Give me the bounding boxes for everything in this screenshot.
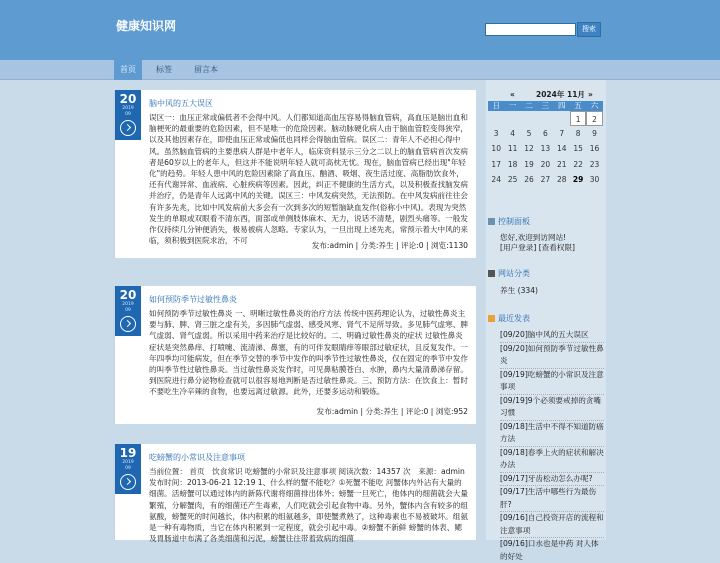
date-day: 20 bbox=[119, 288, 137, 302]
user-links[interactable]: [用户登录] [查看权限] bbox=[500, 243, 576, 252]
calendar-prev-button[interactable]: « bbox=[510, 90, 515, 99]
calendar-day bbox=[488, 111, 504, 126]
category-title-text: 网站分类 bbox=[498, 269, 530, 278]
main-nav bbox=[0, 60, 720, 80]
category-title bbox=[488, 268, 530, 279]
calendar-day[interactable]: 25 bbox=[507, 174, 518, 184]
recent-post-link[interactable]: [09/19]9个必须要戒掉的贪嘴习惯 bbox=[500, 394, 604, 420]
date-day: 19 bbox=[119, 446, 137, 460]
post-excerpt: 当前位置： 首页 饮食常识 吃螃蟹的小常识及注意事项 阅读次数：14357 次 来源：admin 发布时间：2013-06-21 12:19 1、什么样的蟹不能吃？①死蟹不能吃 河蟹体内外沾有大量的细菌。活螃蟹可以通过体内的新陈代谢将细菌排出体外；螃蟹一旦死亡，他体内的细菌就会大量繁殖，分解蟹肉，有的细菌还产生毒素，人们吃就会引起食物中毒。另外，蟹体内含有较多的组氨酸，螃蟹死的时间越长，体内积累的组氨越多，即使蟹煮熟了，这种毒素也不易被破坏。组氨是一种有毒物质，当它在体内积累到一定程度，就会引起中毒。②螃蟹不新鲜 螃蟹的体表、鳃及胃肠道中布满了各类细菌和污泥，螃蟹往往带着致病的细菌 bbox=[149, 467, 473, 544]
search-button[interactable]: 搜索 bbox=[577, 22, 601, 37]
calendar-day[interactable]: 22 bbox=[573, 159, 583, 169]
calendar-day[interactable]: 9 bbox=[592, 129, 597, 139]
folder-icon bbox=[488, 270, 495, 277]
nav-guestbook[interactable]: 留言本 bbox=[194, 65, 218, 74]
calendar-day[interactable]: 6 bbox=[542, 129, 548, 139]
weekday-label: 五 bbox=[570, 101, 586, 111]
calendar-week bbox=[488, 141, 603, 156]
calendar-day[interactable]: 13 bbox=[540, 144, 551, 154]
calendar-day[interactable]: 1 bbox=[570, 111, 586, 126]
calendar-day[interactable]: 16 bbox=[589, 144, 600, 154]
site-header bbox=[0, 0, 720, 60]
weekday-label: 四 bbox=[554, 101, 570, 111]
date-year: 2019 bbox=[122, 302, 134, 307]
calendar-day[interactable]: 15 bbox=[573, 144, 583, 154]
calendar-week bbox=[488, 157, 603, 172]
calendar-header bbox=[488, 88, 603, 101]
calendar-day bbox=[521, 111, 537, 126]
nav-tags[interactable]: 标签 bbox=[156, 65, 172, 74]
welcome-text: 您好,欢迎到访网站! bbox=[500, 233, 567, 242]
calendar bbox=[488, 88, 603, 187]
date-month: 09 bbox=[125, 308, 131, 313]
arrow-circle-icon bbox=[120, 316, 136, 332]
post-title-link[interactable]: 如何预防季节过敏性鼻炎 bbox=[149, 295, 237, 304]
calendar-next-button[interactable]: » bbox=[588, 90, 593, 99]
calendar-day bbox=[554, 111, 570, 126]
recent-post-link[interactable]: [09/16]口水也是中药 对人体的好处 bbox=[500, 537, 604, 563]
calendar-title: 2024年 11月 bbox=[536, 90, 585, 99]
calendar-day[interactable]: 4 bbox=[510, 129, 515, 139]
post-excerpt: 如何预防季节过敏性鼻炎 一、明晰过敏性鼻炎的治疗方法 传统中医药理论认为，过敏性鼻炎主要与肺、脾、肾三脏之虚有关，多因肺气虚弱、感受风寒、肾气不足所导致。多见肺气虚寒、脾气虚弱、肾气虚弱。所以采用中药来治疗是比较好的。二、明确过敏性鼻炎的症状 过敏性鼻炎症状是突然鼻痒、打喷嚏、流清涕、鼻塞，有的可伴发眼睛痒等眼部过敏症状，且反复发作。一年四季均可能病发，但在季节交替的季节中发作的叫季节性过敏性鼻炎，仅在固定的季节中发作的叫季节性过敏性鼻炎。当过敏性鼻炎发作时，可见鼻粘膜苍白、水肿，鼻内大量清鼻涕存留。到医院进行鼻分泌物检查就可以很容易地判断是否过敏性鼻炎。三、预防方法：在饮食上：暂时不要吃生冷辛辣的食物，也要远离过敏源。此外，还要多运动和锻炼。 bbox=[149, 309, 468, 397]
date-month: 09 bbox=[125, 466, 131, 471]
calendar-day[interactable]: 7 bbox=[559, 129, 565, 139]
calendar-day[interactable]: 8 bbox=[575, 129, 581, 139]
calendar-day[interactable]: 5 bbox=[526, 129, 532, 139]
weekday-label: 日 bbox=[488, 101, 504, 111]
calendar-day[interactable]: 2 bbox=[586, 111, 602, 126]
date-year: 2019 bbox=[122, 460, 134, 465]
calendar-day bbox=[504, 111, 520, 126]
calendar-day[interactable]: 11 bbox=[507, 144, 518, 154]
date-month: 09 bbox=[125, 112, 131, 117]
post-excerpt: 误区一：血压正常或偏低者不会得中风。人们都知道高血压容易得脑血管病，高血压是脑出血和脑梗死的最重要的危险因素，但不是唯一的危险因素。脑动脉硬化病人由于脑血管腔变得狭窄，以及其他因素存在，即使血压正常或偏低也同样会得脑血管病。误区二：青年人不必担心得中风。虽然脑血管病的主要患病人群是中老年人，临床资料显示三分之二以上的脑血管病首次发病者是60岁以上的老年人，但这并不能说明年轻人就可高枕无忧。现在，脑血管病已经出现"年轻化"的趋势。年轻人患中风的危险因素除了高血压、酗酒、吸烟、夜生活过度、高脂肪饮食外，还有代谢异常、血液病、心脏疾病等因素。因此，纠正不健康的生活方式，以及积极查找脑发病并治疗，仍是青年人远离中风的关键。误区三：中风发病突然，无法预防。在中风发病前往往会有许多先兆，比如中风发病前大多会有一次到多次的短暂脑缺血发作(俗称小中风)。表现为突然发生的单眼或双眼看不清东西，面部或单侧肢体麻木、无力，说话不清楚，剧烈头痛等。一般发作仅持续几分钟便消失，极易被病人忽略。专家认为，一旦出现上述先兆，常预示着大中风的来临，须积极到医院求治，不可 bbox=[149, 113, 468, 246]
control-panel-title-text: 控制面板 bbox=[498, 217, 530, 226]
post-card bbox=[114, 444, 476, 544]
rss-icon bbox=[488, 315, 495, 322]
recent-posts-title bbox=[488, 313, 530, 324]
date-day: 20 bbox=[119, 92, 137, 106]
calendar-day[interactable]: 30 bbox=[589, 174, 600, 184]
date-year: 2019 bbox=[122, 106, 134, 111]
recent-post-link[interactable]: [09/20]脑中风的五大误区 bbox=[500, 330, 589, 339]
post-title-link[interactable]: 吃螃蟹的小常识及注意事项 bbox=[149, 453, 245, 462]
category-item[interactable]: 养生 (334) bbox=[500, 286, 539, 295]
weekday-label: 三 bbox=[537, 101, 553, 111]
post-card bbox=[114, 286, 476, 424]
recent-post-link[interactable]: [09/17]牙齿松动怎么办呢? bbox=[500, 472, 604, 486]
nav-home[interactable]: 首页 bbox=[114, 60, 142, 80]
post-meta: 发布:admin | 分类:养生 | 评论:0 | 浏览:952 bbox=[316, 407, 468, 416]
recent-post-link[interactable]: [09/16]自己投资开店的流程和注意事项 bbox=[500, 511, 604, 537]
date-badge bbox=[115, 90, 141, 140]
calendar-days bbox=[488, 111, 603, 187]
recent-posts-list bbox=[500, 329, 604, 563]
post-meta: 发布:admin | 分类:养生 | 评论:0 | 浏览:1130 bbox=[311, 241, 468, 250]
site-title[interactable]: 健康知识网 bbox=[116, 19, 177, 33]
calendar-day[interactable]: 14 bbox=[556, 144, 567, 154]
calendar-week bbox=[488, 126, 603, 141]
post-title-link[interactable]: 脑中风的五大误区 bbox=[149, 99, 213, 108]
calendar-weekdays bbox=[488, 101, 603, 111]
sidebar bbox=[486, 80, 606, 561]
calendar-day[interactable]: 29 bbox=[572, 174, 584, 184]
post-list bbox=[114, 80, 482, 544]
calendar-day[interactable]: 19 bbox=[524, 159, 534, 169]
calendar-day[interactable]: 23 bbox=[589, 159, 600, 169]
calendar-week bbox=[488, 111, 603, 126]
calendar-day[interactable]: 18 bbox=[507, 159, 518, 169]
calendar-day[interactable]: 26 bbox=[524, 174, 534, 184]
calendar-day[interactable]: 17 bbox=[491, 159, 501, 169]
arrow-circle-icon bbox=[120, 120, 136, 136]
calendar-day[interactable]: 12 bbox=[524, 144, 534, 154]
calendar-day[interactable]: 27 bbox=[540, 174, 551, 184]
recent-post-link[interactable]: [09/20]如何预防季节过敏性鼻炎 bbox=[500, 342, 604, 368]
search-input[interactable] bbox=[485, 23, 576, 36]
recent-post-link[interactable]: [09/19]吃螃蟹的小常识及注意事项 bbox=[500, 368, 604, 394]
weekday-label: 二 bbox=[521, 101, 537, 111]
recent-post-link[interactable]: [09/18]生活中不得不知道防癌方法 bbox=[500, 420, 604, 446]
calendar-day[interactable]: 24 bbox=[491, 174, 501, 184]
wrench-icon bbox=[488, 218, 495, 225]
post-card bbox=[114, 90, 476, 258]
calendar-week bbox=[488, 172, 603, 187]
recent-posts-title-text: 最近发表 bbox=[498, 314, 530, 323]
calendar-day[interactable]: 10 bbox=[491, 144, 501, 154]
calendar-day[interactable]: 21 bbox=[556, 159, 567, 169]
calendar-day[interactable]: 20 bbox=[540, 159, 551, 169]
calendar-day bbox=[537, 111, 553, 126]
recent-post-link[interactable]: [09/18]春季上火的症状和解决办法 bbox=[500, 446, 604, 472]
weekday-label: 六 bbox=[586, 101, 602, 111]
weekday-label: 一 bbox=[504, 101, 520, 111]
date-badge bbox=[115, 286, 141, 336]
control-panel-title bbox=[488, 216, 530, 227]
calendar-day[interactable]: 28 bbox=[556, 174, 567, 184]
date-badge bbox=[115, 444, 141, 494]
calendar-day[interactable]: 3 bbox=[493, 129, 499, 139]
arrow-circle-icon bbox=[120, 474, 136, 490]
recent-post-link[interactable]: [09/17]生活中哪些行为最伤肝? bbox=[500, 485, 604, 511]
